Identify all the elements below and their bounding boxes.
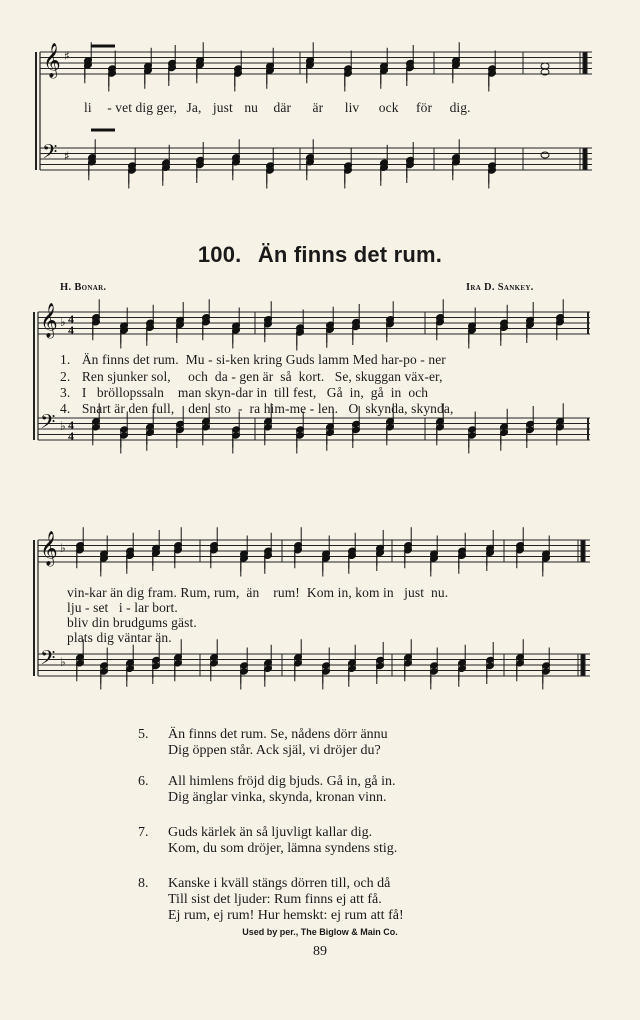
lyric-line: lju - set i - lar bort. [67, 600, 178, 615]
hymn-title-text: Än finns det rum. [257, 242, 443, 267]
lyric-syllable: li [84, 100, 92, 115]
verse-8 [138, 876, 404, 924]
verse-text: Än finns det rum. Mu - si-ken kring Guds lamm Med har-po - ner [81, 352, 446, 367]
verse-number: 5. [138, 727, 149, 742]
verse-text: I bröllopssaln man skyn-dar in till fest, Gå in, gå in och [81, 385, 429, 400]
lyric-line: bliv din brudgums gäst. [67, 615, 197, 630]
svg-text:♭: ♭ [60, 315, 66, 329]
lyric-syllable: ock [378, 100, 399, 115]
top-system-lyric [84, 100, 471, 116]
svg-text:𝄢: 𝄢 [42, 140, 58, 168]
lyric-syllable: just [212, 100, 233, 115]
verse-line [60, 369, 443, 385]
verse-line [60, 352, 446, 368]
lyric-syllable: nu [244, 100, 259, 115]
svg-text:4: 4 [68, 323, 74, 337]
svg-text:𝄞: 𝄞 [40, 531, 58, 566]
verse-number: 1. [60, 352, 71, 367]
verse-number: 3. [60, 385, 71, 400]
svg-text:♭: ♭ [60, 655, 66, 669]
lyric-syllable: för [416, 100, 433, 115]
verse-text: Snart är den full, den sto - ra him-me - len. O skynda, skynda, [81, 401, 454, 416]
svg-text:𝄢: 𝄢 [40, 646, 56, 674]
lyric-syllable: dig. [449, 100, 471, 115]
lyric-syllable: Ja, [186, 100, 202, 115]
hymn-author: H. Bonar. [60, 282, 107, 293]
verse-text: Dig öppen står. Ack själ, vi dröjer du? [168, 743, 381, 758]
verse-text: Kom, du som dröjer, lämna syndens stig. [168, 841, 398, 856]
verse-text: Till sist det ljuder: Rum finns ej att få. [168, 892, 382, 907]
lyric-syllable: är [312, 100, 324, 115]
verse-text: Ej rum, ej rum! Hur hemskt: ej rum att få! [168, 908, 404, 923]
verse-text: Dig änglar vinka, skynda, kronan vinn. [168, 790, 387, 805]
lyric-syllable: - vet dig ger, [107, 100, 178, 115]
verse-line [60, 385, 428, 401]
verse-number: 7. [138, 825, 149, 840]
verse-text: Guds kärlek än så ljuvligt kallar dig. [168, 825, 373, 840]
verse-number: 8. [138, 876, 149, 891]
publisher-credit: Used by per., The Biglow & Main Co. [242, 927, 398, 937]
svg-text:𝄢: 𝄢 [40, 410, 56, 438]
svg-text:♭: ♭ [60, 541, 66, 555]
svg-text:4: 4 [68, 418, 74, 432]
verse-line [60, 401, 453, 417]
verse-number: 6. [138, 774, 149, 789]
verse-number: 2. [60, 369, 71, 384]
hymn-composer: Ira D. Sankey. [466, 282, 534, 293]
svg-text:♭: ♭ [60, 419, 66, 433]
svg-text:♯: ♯ [64, 49, 70, 63]
verse-text: Ren sjunker sol, och da - gen är så kort. Se, skuggan väx-er, [81, 369, 443, 384]
verse-number: 4. [60, 401, 71, 416]
verse-text: Än finns det rum. Se, nådens dörr ännu [168, 727, 388, 742]
hymn-number: 100. [197, 242, 242, 267]
svg-text:𝄞: 𝄞 [40, 303, 58, 338]
verse-text: All himlens fröjd dig bjuds. Gå in, gå in. [168, 774, 396, 789]
lyric-line: vin-kar än dig fram. Rum, rum, än rum! Kom in, kom in just nu. [67, 585, 449, 600]
verse-6 [138, 774, 395, 806]
svg-text:♯: ♯ [64, 149, 70, 163]
svg-text:𝄞: 𝄞 [43, 43, 61, 78]
svg-text:4: 4 [68, 312, 74, 326]
verse-7 [138, 825, 397, 857]
verse-5 [138, 727, 388, 759]
lyric-line: plats dig väntar än. [67, 630, 172, 645]
hymn-title [0, 242, 640, 268]
page-number: 89 [313, 944, 327, 959]
svg-text:4: 4 [68, 429, 74, 443]
lyric-syllable: liv [344, 100, 360, 115]
lyric-syllable: där [273, 100, 292, 115]
verse-text: Kanske i kväll stängs dörren till, och då [168, 876, 391, 891]
